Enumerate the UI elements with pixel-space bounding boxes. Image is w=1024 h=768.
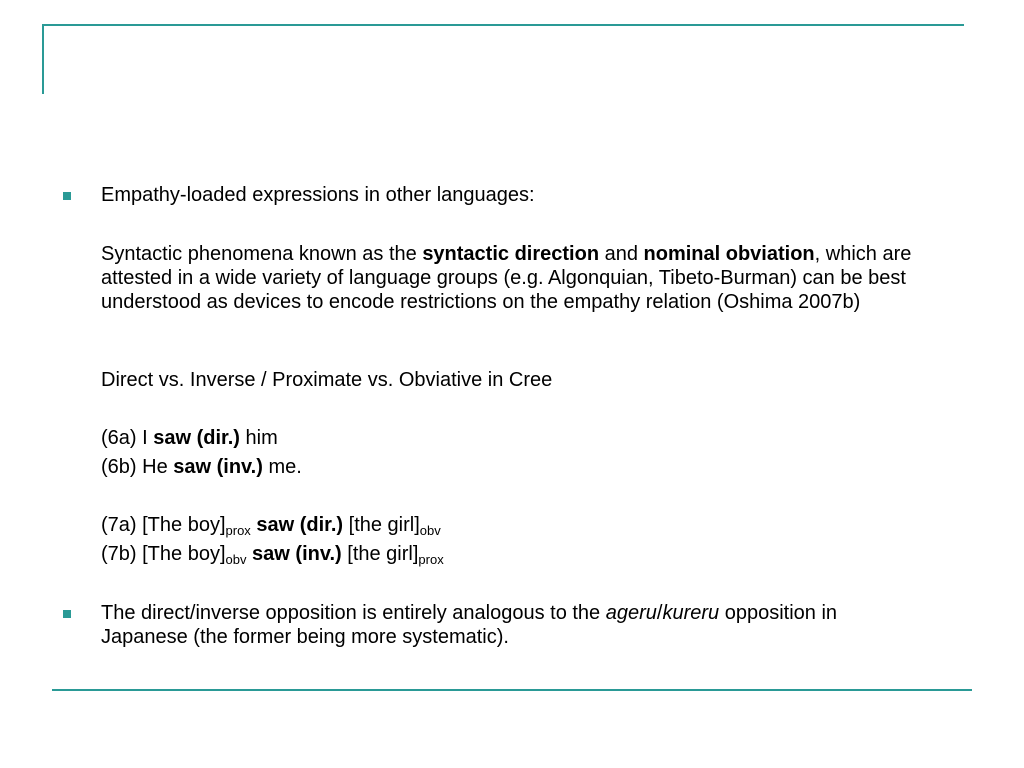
para-text-1: Syntactic phenomena known as the bbox=[101, 243, 423, 265]
bullet2-slash: / bbox=[656, 602, 663, 624]
term-ageru: ageru bbox=[605, 602, 657, 624]
example-6a-verb: saw (dir.) bbox=[153, 427, 240, 449]
example-7a-object: [the girl] bbox=[343, 514, 420, 536]
term-kureru: kureru bbox=[662, 602, 720, 624]
example-6b-suffix: me. bbox=[262, 456, 302, 478]
bullet-square-icon bbox=[63, 610, 71, 618]
example-7a-subscript-1: prox bbox=[225, 523, 251, 538]
example-7b-object: [the girl] bbox=[341, 543, 419, 565]
para-text-3: , which are attested in a wide variety of language groups (e.g. Algonquian, Tibeto-Burman) can be best understood as devices to encode restrictions on the empathy relation (Oshima 2007b) bbox=[101, 243, 912, 313]
example-6b-verb: saw (inv.) bbox=[173, 456, 263, 478]
example-7a-subscript-2: obv bbox=[419, 523, 441, 538]
top-rule-line bbox=[42, 24, 964, 26]
example-7a-verb: saw (dir.) bbox=[256, 514, 344, 536]
example-7b-prefix: (7b) [The boy] bbox=[101, 543, 226, 565]
para-text-2: and bbox=[599, 243, 644, 265]
example-6b bbox=[101, 455, 302, 479]
bullet2-text-1: The direct/inverse opposition is entirely analogous to the bbox=[101, 602, 606, 624]
bullet-text-empathy: Empathy-loaded expressions in other languages: bbox=[101, 184, 535, 206]
example-7b-verb: saw (inv.) bbox=[252, 543, 342, 565]
direct-inverse-heading: Direct vs. Inverse / Proximate vs. Obviative in Cree bbox=[101, 369, 553, 391]
example-6a-suffix: him bbox=[239, 427, 278, 449]
syntactic-phenomena-paragraph bbox=[101, 242, 921, 314]
bottom-rule-line bbox=[52, 689, 972, 691]
bullet-square-icon bbox=[63, 192, 71, 200]
term-syntactic-direction: syntactic direction bbox=[422, 243, 600, 265]
example-7b-subscript-2: prox bbox=[418, 552, 444, 567]
bullet2-text-2: opposition in Japanese (the former being more systematic). bbox=[101, 602, 838, 648]
example-6b-prefix: (6b) He bbox=[101, 456, 174, 478]
example-7b-subscript-1: obv bbox=[225, 552, 247, 567]
bullet-text-japanese bbox=[101, 601, 921, 649]
left-rule-line bbox=[42, 24, 44, 94]
term-nominal-obviation: nominal obviation bbox=[643, 243, 815, 265]
example-6a bbox=[101, 426, 278, 450]
example-7a bbox=[101, 513, 441, 537]
example-7b bbox=[101, 542, 444, 566]
example-7a-prefix: (7a) [The boy] bbox=[101, 514, 226, 536]
example-6a-prefix: (6a) I bbox=[101, 427, 154, 449]
